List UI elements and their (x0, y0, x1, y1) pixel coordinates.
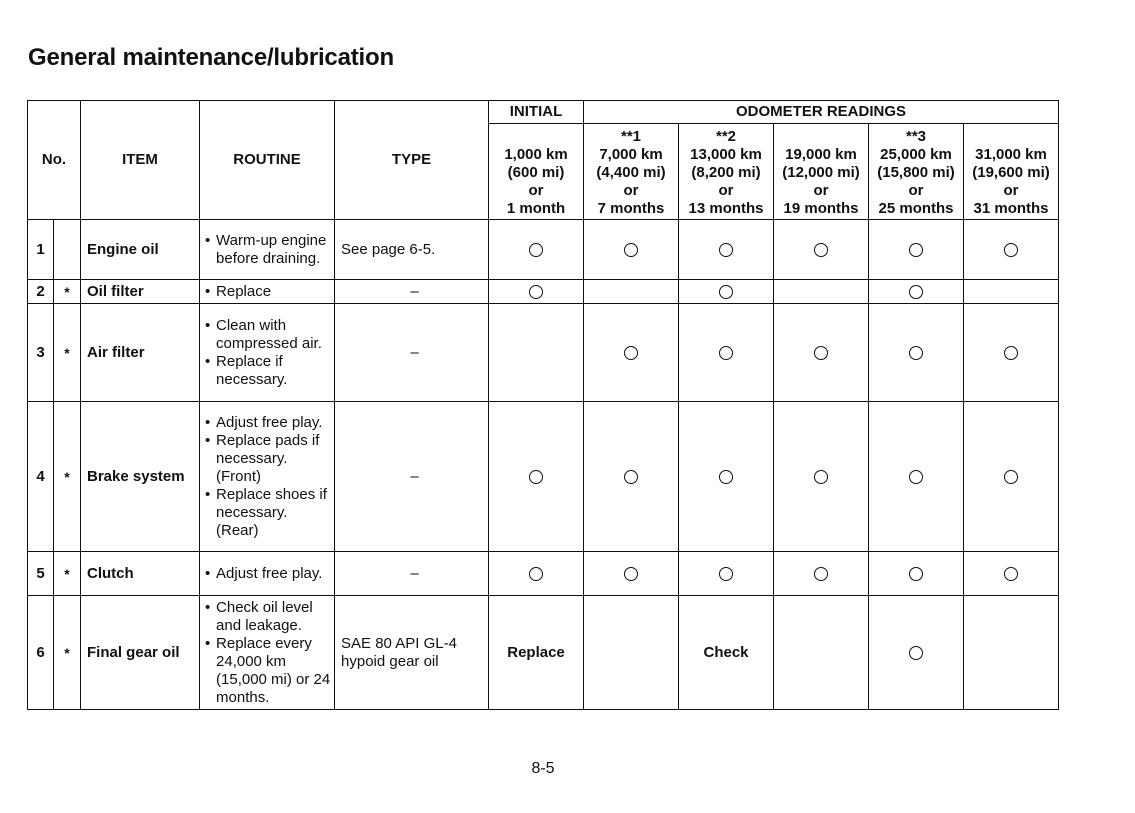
circle-icon (814, 346, 828, 360)
interval-months: 7 months (597, 199, 665, 217)
maintenance-rows (28, 220, 1059, 710)
routine-list (204, 599, 332, 707)
circle-icon (909, 346, 923, 360)
row-star-marker: * (54, 402, 81, 552)
routine-step: • Replace every 24,000 km (15,000 mi) or 24 months. (204, 635, 332, 707)
circle-icon (1004, 470, 1018, 484)
check-cell (489, 402, 584, 552)
check-cell (584, 220, 679, 280)
interval-header-2 (584, 124, 679, 220)
interval-km: 7,000 km (599, 145, 663, 163)
table-row (28, 596, 1059, 710)
circle-icon (624, 470, 638, 484)
interval-header-3 (679, 124, 774, 220)
routine-step: • Clean with compressed air. (204, 317, 332, 353)
circle-icon (909, 646, 923, 660)
interval-mark (964, 128, 1058, 146)
header-routine: ROUTINE (200, 101, 335, 220)
check-cell (869, 220, 964, 280)
table-row (28, 280, 1059, 304)
routine-step: • Replace if necessary. (204, 353, 332, 389)
routine-list (204, 565, 332, 583)
interval-mi: (19,600 mi) (972, 163, 1050, 181)
check-cell (489, 552, 584, 596)
check-cell (964, 552, 1059, 596)
page-title: General maintenance/lubrication (28, 44, 394, 71)
interval-mi: (15,800 mi) (877, 163, 955, 181)
interval-km: 25,000 km (880, 145, 952, 163)
check-cell (774, 552, 869, 596)
check-cell (584, 280, 679, 304)
check-cell: Check (679, 596, 774, 710)
interval-or: or (718, 181, 734, 199)
header-item: ITEM (81, 101, 200, 220)
maintenance-table (27, 100, 1059, 710)
circle-icon (719, 346, 733, 360)
row-type: SAE 80 API GL-4 hypoid gear oil (335, 596, 489, 710)
interval-header-6 (964, 124, 1059, 220)
interval-mi: (600 mi) (507, 163, 565, 181)
check-cell (679, 552, 774, 596)
circle-icon (529, 243, 543, 257)
check-cell (489, 304, 584, 402)
table-row (28, 220, 1059, 280)
circle-icon (719, 285, 733, 299)
row-number: 2 (28, 280, 54, 304)
interval-mark: **3 (906, 127, 927, 145)
routine-list (204, 283, 332, 301)
row-type: – (335, 304, 489, 402)
interval-months: 31 months (973, 199, 1049, 217)
circle-icon (909, 567, 923, 581)
circle-icon (624, 243, 638, 257)
header-odometer-readings: ODOMETER READINGS (584, 101, 1059, 124)
row-number: 1 (28, 220, 54, 280)
table-row (28, 552, 1059, 596)
routine-step: • Adjust free play. (204, 414, 332, 432)
circle-icon (719, 567, 733, 581)
routine-step: • Adjust free play. (204, 565, 332, 583)
table-row (28, 402, 1059, 552)
interval-mark: **1 (621, 127, 642, 145)
circle-icon (1004, 346, 1018, 360)
routine-list (204, 232, 332, 268)
interval-or: or (528, 181, 544, 199)
row-type: – (335, 280, 489, 304)
row-routine (200, 304, 335, 402)
circle-icon (814, 567, 828, 581)
circle-icon (624, 567, 638, 581)
interval-months: 19 months (783, 199, 859, 217)
circle-icon (814, 470, 828, 484)
check-cell (489, 220, 584, 280)
circle-icon (814, 243, 828, 257)
interval-mark (489, 128, 583, 146)
circle-icon (909, 243, 923, 257)
row-item: Engine oil (81, 220, 200, 280)
table-row (28, 304, 1059, 402)
interval-months: 13 months (688, 199, 764, 217)
row-routine (200, 552, 335, 596)
interval-mark (774, 128, 868, 146)
check-cell (679, 220, 774, 280)
row-star-marker: * (54, 552, 81, 596)
row-routine (200, 596, 335, 710)
circle-icon (719, 470, 733, 484)
check-cell (774, 402, 869, 552)
interval-months: 25 months (878, 199, 954, 217)
interval-mark: **2 (716, 127, 737, 145)
check-cell (584, 402, 679, 552)
interval-or: or (813, 181, 829, 199)
check-cell (869, 280, 964, 304)
check-cell (774, 304, 869, 402)
check-cell (584, 304, 679, 402)
check-cell (964, 220, 1059, 280)
check-cell: Replace (489, 596, 584, 710)
header-type: TYPE (335, 101, 489, 220)
interval-months: 1 month (506, 199, 566, 217)
row-item: Final gear oil (81, 596, 200, 710)
interval-km: 31,000 km (975, 145, 1047, 163)
interval-mi: (12,000 mi) (782, 163, 860, 181)
row-type: – (335, 402, 489, 552)
check-cell (679, 304, 774, 402)
row-item: Clutch (81, 552, 200, 596)
check-cell (489, 280, 584, 304)
check-cell (774, 280, 869, 304)
check-cell (584, 596, 679, 710)
row-number: 3 (28, 304, 54, 402)
check-cell (869, 552, 964, 596)
check-cell (964, 596, 1059, 710)
check-cell (679, 280, 774, 304)
row-item: Air filter (81, 304, 200, 402)
circle-icon (719, 243, 733, 257)
row-item: Oil filter (81, 280, 200, 304)
check-cell (964, 402, 1059, 552)
row-star-marker (54, 220, 81, 280)
header-no: No. (28, 101, 81, 220)
row-routine (200, 220, 335, 280)
circle-icon (529, 470, 543, 484)
check-cell (774, 596, 869, 710)
interval-header-1 (489, 124, 584, 220)
header-initial: INITIAL (489, 101, 584, 124)
row-star-marker: * (54, 596, 81, 710)
circle-icon (909, 470, 923, 484)
row-type: – (335, 552, 489, 596)
circle-icon (624, 346, 638, 360)
row-star-marker: * (54, 304, 81, 402)
row-number: 4 (28, 402, 54, 552)
row-routine (200, 280, 335, 304)
row-item: Brake system (81, 402, 200, 552)
interval-or: or (623, 181, 639, 199)
row-routine (200, 402, 335, 552)
row-type: See page 6-5. (335, 220, 489, 280)
circle-icon (1004, 567, 1018, 581)
routine-list (204, 414, 332, 540)
check-cell (679, 402, 774, 552)
circle-icon (909, 285, 923, 299)
circle-icon (529, 285, 543, 299)
check-cell (964, 280, 1059, 304)
interval-km: 13,000 km (690, 145, 762, 163)
check-cell (869, 304, 964, 402)
interval-km: 19,000 km (785, 145, 857, 163)
interval-km: 1,000 km (504, 145, 568, 163)
routine-step: • Check oil level and leakage. (204, 599, 332, 635)
routine-step: • Replace (204, 283, 332, 301)
routine-list (204, 317, 332, 389)
interval-or: or (908, 181, 924, 199)
row-star-marker: * (54, 280, 81, 304)
row-number: 6 (28, 596, 54, 710)
check-cell (964, 304, 1059, 402)
interval-or: or (1003, 181, 1019, 199)
header-row-1 (28, 101, 1059, 124)
check-cell (584, 552, 679, 596)
check-cell (774, 220, 869, 280)
routine-step: • Warm-up engine before draining. (204, 232, 332, 268)
circle-icon (1004, 243, 1018, 257)
interval-mi: (8,200 mi) (691, 163, 761, 181)
row-number: 5 (28, 552, 54, 596)
check-cell (869, 596, 964, 710)
check-cell (869, 402, 964, 552)
interval-mi: (4,400 mi) (596, 163, 666, 181)
routine-step: • Replace pads if necessary. (Front) (204, 432, 332, 486)
page-number: 8-5 (531, 760, 555, 777)
routine-step: • Replace shoes if necessary. (Rear) (204, 486, 332, 540)
interval-header-4 (774, 124, 869, 220)
interval-header-5 (869, 124, 964, 220)
circle-icon (529, 567, 543, 581)
